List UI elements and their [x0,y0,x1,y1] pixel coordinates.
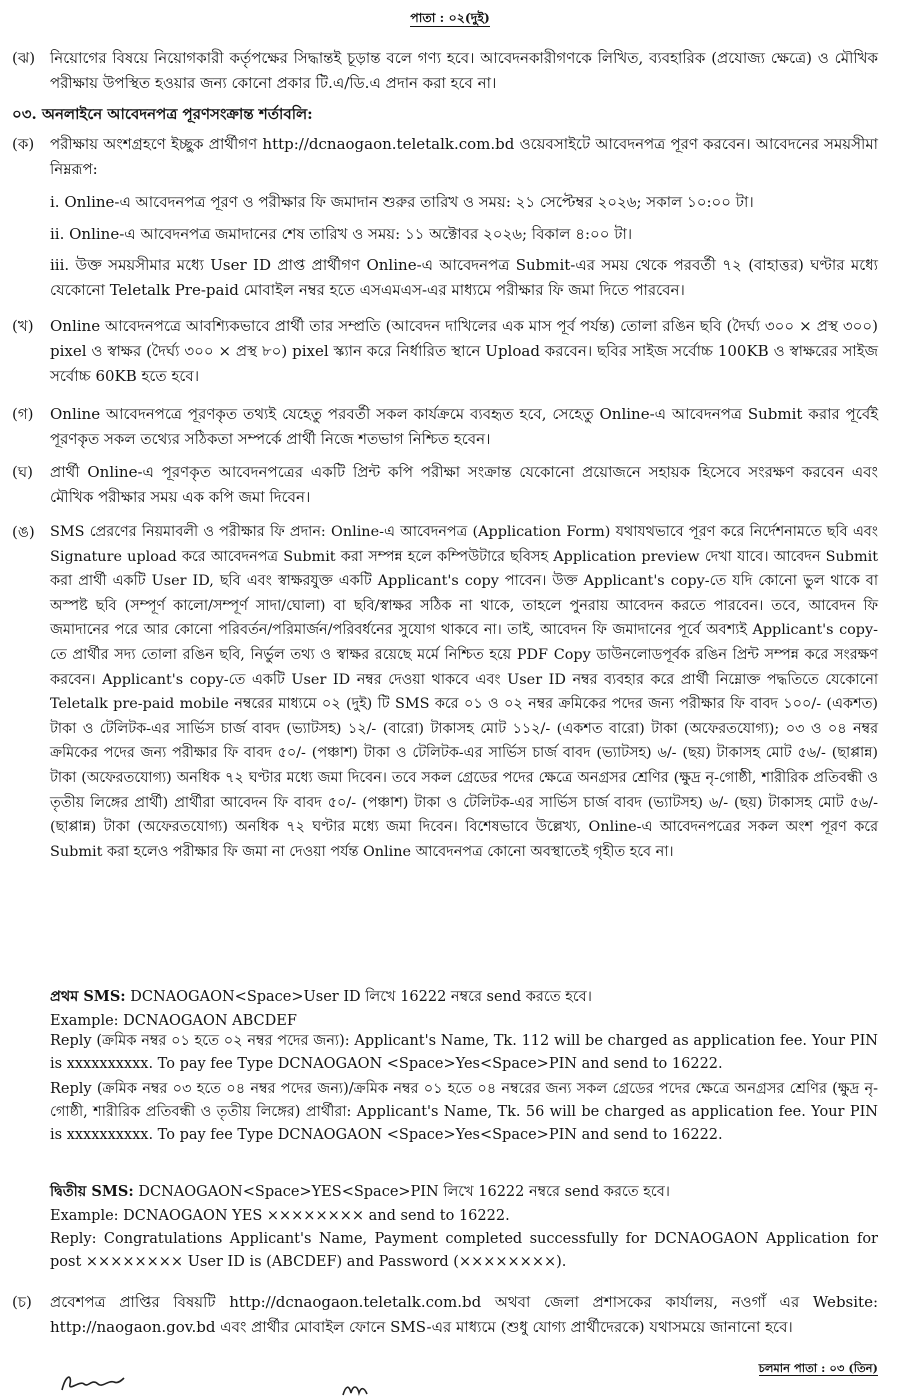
continued-page-note: চলমান পাতা : ০৩ (তিন) [758,1361,878,1375]
paragraph-umo: SMS প্রেরণের নিয়মাবলী ও পরীক্ষার ফি প্রদান: Online-এ আবেদনপত্র (Application Form) যথাযথভাবে পূরণ করে নির্দেশনামতে ছবি এবং Signature upload করে আবেদনপত্র Submit করা সম্পন্ন হলে কম্পিউটারে ছবিসহ Application preview দেখা যাবে। আবেদন Submit করা প্রার্থী একটি User ID, ছবি এবং স্বাক্ষরযুক্ত একটি Applicant's copy পাবেন। উক্ত Applicant's copy-তে যদি কোনো ভুল থাকে বা অস্পষ্ট ছবি (সম্পূর্ণ কালো/সম্পূর্ণ সাদা/ঘোলা) বা ছবি/স্বাক্ষর সঠিক না থাকে, তাহলে পুনরায় আবেদন করতে পারবেন। তবে, আবেদন ফি জমাদানের পরে আর কোনো পরিবর্তন/পরিমার্জন/পরিবর্ধনের সুযোগ থাকবে না। তাই, আবেদন ফি জমাদানের পূর্বে অবশ্যই Applicant's copy-তে প্রার্থীর সদ্য তোলা রঙিন ছবি, নির্ভুল তথ্য ও স্বাক্ষর রয়েছে মর্মে নিশ্চিত হয়ে PDF Copy ডাউনলোডপূর্বক রঙিন প্রিন্ট সম্পন্ন করে সংরক্ষণ করবেন। Applicant's copy-তে একটি User ID নম্বর দেওয়া থাকবে এবং User ID নম্বর ব্যবহার করে প্রার্থী নিম্নোক্ত পদ্ধতিতে যেকোনো Teletalk pre-paid mobile নম্বরের মাধ্যমে ০২ (দুই) টি SMS করে ০১ ও ০২ নম্বর ক্রমিকের পদের জন্য পরীক্ষার ফি বাবদ ১০০/- (একশত) টাকা ও টেলিটক-এর সার্ভিস চার্জ বাবদ (ভ্যাটসহ) ১২/- (বারো) টাকাসহ মোট ১১২/- (একশত বারো) টাকা (অফেরতযোগ্য); ০৩ ও ০৪ নম্বর ক্রমিকের পদের জন্য পরীক্ষার ফি বাবদ ৫০/- (পঞ্চাশ) টাকা ও টেলিটক-এর সার্ভিস চার্জ বাবদ (ভ্যাটসহ) ৬/- (ছয়) টাকাসহ মোট ৫৬/- (ছাপ্পান্ন) টাকা (অফেরতযোগ্য) অনধিক ৭২ ঘণ্টার মধ্যে জমা দিবেন। তবে সকল গ্রেডের পদের ক্ষেত্রে অনগ্রসর শ্রেণির (ক্ষুদ্র নৃ-গোষ্ঠী, শারীরিক প্রতিবন্ধী ও তৃতীয় লিঙ্গের প্রার্থী) প্রার্থীরা আবেদন ফি বাবদ ৫০/- (পঞ্চাশ) টাকা ও টেলিটক-এর সার্ভিস চার্জ বাবদ (ভ্যাটসহ) ৬/- (ছয়) টাকাসহ মোট ৫৬/- (ছাপ্পান্ন) টাকা (অফেরতযোগ্য) অনধিক ৭২ ঘণ্টার মধ্যে জমা দিবেন। বিশেষভাবে উল্লেখ্য, Online-এ আবেদনপত্রের সকল অংশ পূরণ করে Submit করা হলেও পরীক্ষার ফি জমা না দেওয়া পর্যন্ত Online আবেদনপত্র কোনো অবস্থাতেই গৃহীত হবে না। [50,524,878,860]
sms2-text: DCNAOGAON<Space>YES<Space>PIN লিখে 16222 নম্বরে send করতে হবে। [138,1184,670,1200]
item-label-gha: (ঘ) [12,463,33,481]
sms2-reply: Reply: Congratulations Applicant's Name, Payment completed successfully for DCNAOGAON Application for post ×××××××× User ID is (ABCDEF) and Password (××××××××). [50,1231,878,1270]
section-title: ০৩. অনলাইনে আবেদনপত্র পূরণসংক্রান্ত শর্তাবলি: [12,105,313,123]
paragraph-gha: প্রার্থী Online-এ পূরণকৃত আবেদনপত্রের একটি প্রিন্ট কপি পরীক্ষা সংক্রান্ত যেকোনো প্রয়োজনে সহায়ক হিসেবে সংরক্ষণ করবেন এবং মৌখিক পরীক্ষার সময় এক কপি জমা দিবেন। [50,463,878,506]
signature-mark-left [58,1370,128,1396]
schedule-iii: iii. উক্ত সময়সীমার মধ্যে User ID প্রাপ্ত প্রার্থীগণ Online-এ আবেদনপত্র Submit-এর সময় থেকে পরবর্তী ৭২ (বাহাত্তর) ঘণ্টার মধ্যে যেকোনো Teletalk Pre-paid মোবাইল নম্বর হতে এসএমএস-এর মাধ্যমে পরীক্ষার ফি জমা দিতে পারবেন। [50,256,878,299]
sms1-line [50,985,878,1009]
item-label-kha: (খ) [12,317,34,335]
paragraph-kha: Online আবেদনপত্রে আবশ্যিকভাবে প্রার্থী তার সম্প্রতি (আবেদন দাখিলের এক মাস পূর্ব পর্যন্ত) তোলা রঙিন ছবি (দৈর্ঘ্য ৩০০ × প্রস্থ ৩০০) pixel ও স্বাক্ষর (দৈর্ঘ্য ৩০০ × প্রস্থ ৮০) pixel স্ক্যান করে নির্ধারিত স্থানে Upload করবেন। ছবির সাইজ সর্বোচ্চ 100KB ও স্বাক্ষরের সাইজ সর্বোচ্চ 60KB হতে হবে। [50,317,878,385]
item-label-ga: (গ) [12,405,34,423]
paragraph-ka: পরীক্ষায় অংশগ্রহণে ইচ্ছুক প্রার্থীগণ http://dcnaogaon.teletalk.com.bd ওয়েবসাইটে আবেদনপত্র পূরণ করবেন। আবেদনের সময়সীমা নিম্নরূপ: [50,135,878,178]
page-number-header: পাতা : ০২(দুই) [410,10,490,25]
sms1-example: Example: DCNAOGAON ABCDEF [50,1013,297,1029]
item-label-umo: (ঙ) [12,523,35,541]
paragraph-jha: নিয়োগের বিষয়ে নিয়োগকারী কর্তৃপক্ষের সিদ্ধান্তই চূড়ান্ত বলে গণ্য হবে। আবেদনকারীগণকে লিখিত, ব্যবহারিক (প্রযোজ্য ক্ষেত্রে) ও মৌখিক পরীক্ষায় উপস্থিত হওয়ার জন্য কোনো প্রকার টি.এ/ডি.এ প্রদান করা হবে না। [50,49,878,92]
paragraph-cha: প্রবেশপত্র প্রাপ্তির বিষয়টি http://dcnaogaon.teletalk.com.bd অথবা জেলা প্রশাসকের কার্যালয়, নওগাঁ এর Website: http://naogaon.gov.bd এবং প্রার্থীর মোবাইল ফোনে SMS-এর মাধ্যমে (শুধু যোগ্য প্রার্থীদেরকে) যথাসময়ে জানানো হবে। [50,1293,878,1336]
item-label-jha: (ঝ) [12,49,36,67]
schedule-ii: ii. Online-এ আবেদনপত্র জমাদানের শেষ তারিখ ও সময়: ১১ অক্টোবর ২০২৬; বিকাল ৪:০০ টা। [50,225,633,243]
signature-mark-right [340,1380,370,1398]
sms1-reply1: Reply (ক্রমিক নম্বর ০১ হতে ০২ নম্বর পদের জন্য): Applicant's Name, Tk. 112 will be charged as application fee. Your PIN is xxxxxxxxxx. To pay fee Type DCNAOGAON <Space>Yes<Space>PIN and send to 16222. [50,1033,878,1072]
sms1-title: প্রথম SMS: [50,988,126,1005]
schedule-i: i. Online-এ আবেদনপত্র পূরণ ও পরীক্ষার ফি জমাদান শুরুর তারিখ ও সময়: ২১ সেপ্টেম্বর ২০২৬; সকাল ১০:০০ টা। [50,193,754,211]
item-label-cha: (চ) [12,1293,32,1311]
sms2-example: Example: DCNAOGAON YES ×××××××× and send to 16222. [50,1208,510,1224]
item-label-ka: (ক) [12,135,35,153]
paragraph-ga: Online আবেদনপত্রে পূরণকৃত তথ্যই যেহেতু পরবর্তী সকল কার্যক্রমে ব্যবহৃত হবে, সেহেতু Online-এ আবেদনপত্র Submit করার পূর্বেই পূরণকৃত সকল তথ্যের সঠিকতা সম্পর্কে প্রার্থী নিজে শতভাগ নিশ্চিত হবেন। [50,405,878,448]
sms1-reply2: Reply (ক্রমিক নম্বর ০৩ হতে ০৪ নম্বর পদের জন্য)/ক্রমিক নম্বর ০১ হতে ০৪ নম্বরের জন্য সকল গ্রেডের পদের ক্ষেত্রে অনগ্রসর শ্রেণির (ক্ষুদ্র নৃ-গোষ্ঠী, শারীরিক প্রতিবন্ধী ও তৃতীয় লিঙ্গের) প্রার্থীরা: Applicant's Name, Tk. 56 will be charged as application fee. Your PIN is xxxxxxxxxx. To pay fee Type DCNAOGAON <Space>Yes<Space>PIN and send to 16222. [50,1081,878,1143]
sms1-text: DCNAOGAON<Space>User ID লিখে 16222 নম্বরে send করতে হবে। [130,989,592,1005]
sms2-title: দ্বিতীয় SMS: [50,1183,134,1200]
sms2-line [50,1180,878,1204]
